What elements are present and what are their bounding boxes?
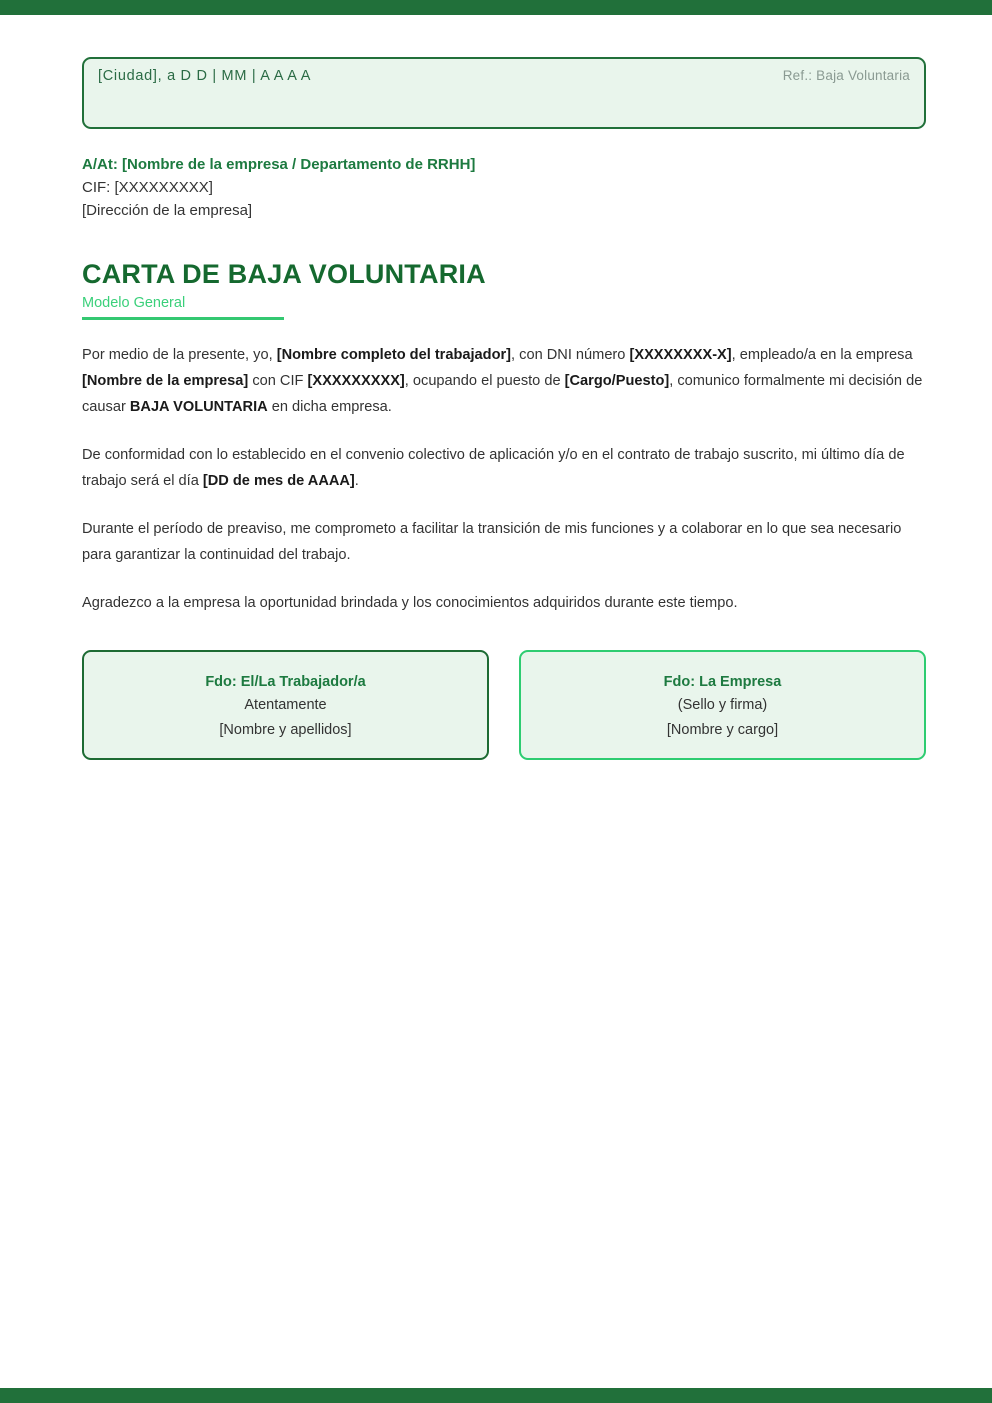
p1-cif: [XXXXXXXXX]	[307, 373, 405, 389]
signature-worker-line1: Atentamente	[244, 697, 327, 713]
reference-label: Ref.: Baja Voluntaria	[782, 68, 910, 83]
p1-company-name: [Nombre de la empresa]	[82, 373, 249, 389]
paragraph-thanks: Agradezco a la empresa la oportunidad brindada y los conocimientos adquiridos durante este tiempo.	[82, 595, 738, 611]
p1-seg1: Por medio de la presente, yo,	[82, 347, 277, 363]
p2-seg1: De conformidad con lo establecido en el convenio colectivo de aplicación y/o en el contrato de trabajo suscrito, mi último día de trabajo será el día	[82, 447, 905, 489]
p1-seg6: , comunico formalmente mi decisión de causar	[82, 373, 923, 415]
recipient-company: A/At: [Nombre de la empresa / Departamento de RRHH]	[82, 156, 476, 173]
p1-resignation-term: BAJA VOLUNTARIA	[129, 399, 268, 415]
p2-seg2: .	[354, 473, 359, 489]
recipient-block	[82, 153, 926, 222]
p1-dni: [XXXXXXXX-X]	[629, 347, 732, 363]
p1-seg5: , ocupando el puesto de	[404, 373, 565, 389]
date-reference-box	[82, 57, 926, 129]
signature-box-company	[519, 650, 926, 760]
signature-company-line2: [Nombre y cargo]	[666, 722, 779, 738]
signature-company-line1: (Sello y firma)	[677, 697, 768, 713]
p1-seg2: , con DNI número	[511, 347, 630, 363]
page-top-accent-bar	[0, 0, 992, 15]
signature-worker-line2: [Nombre y apellidos]	[219, 722, 352, 738]
p1-seg4: con CIF	[248, 373, 308, 389]
p2-last-day: [DD de mes de AAAA]	[202, 473, 355, 489]
title-block	[82, 258, 926, 320]
p1-position: [Cargo/Puesto]	[564, 373, 670, 389]
title-underline-rule	[82, 317, 284, 320]
p1-worker-name: [Nombre completo del trabajador]	[276, 347, 512, 363]
paragraph-notice-period	[82, 442, 928, 494]
signature-worker-title: Fdo: El/La Trabajador/a	[205, 674, 366, 690]
paragraph-declaration	[82, 342, 928, 420]
date-line: [Ciudad], a D D | MM | A A A A	[98, 68, 312, 84]
paragraph-transition: Durante el período de preaviso, me comprometo a facilitar la transición de mis funciones y a colaborar en lo que sea necesario para garantizar la continuidad del trabajo.	[82, 521, 902, 563]
letter-body	[82, 342, 928, 616]
page-subtitle: Modelo General	[82, 295, 186, 311]
document-sheet	[0, 15, 992, 1388]
p1-seg7: en dicha empresa.	[267, 399, 392, 415]
p1-seg3: , empleado/a en la empresa	[731, 347, 913, 363]
signature-company-title: Fdo: La Empresa	[663, 674, 782, 690]
page-title: CARTA DE BAJA VOLUNTARIA	[82, 259, 486, 289]
signature-box-worker	[82, 650, 489, 760]
signature-row	[82, 650, 926, 760]
recipient-address: [Dirección de la empresa]	[82, 202, 253, 219]
recipient-cif: CIF: [XXXXXXXXX]	[82, 179, 213, 196]
page-bottom-accent-bar	[0, 1388, 992, 1403]
